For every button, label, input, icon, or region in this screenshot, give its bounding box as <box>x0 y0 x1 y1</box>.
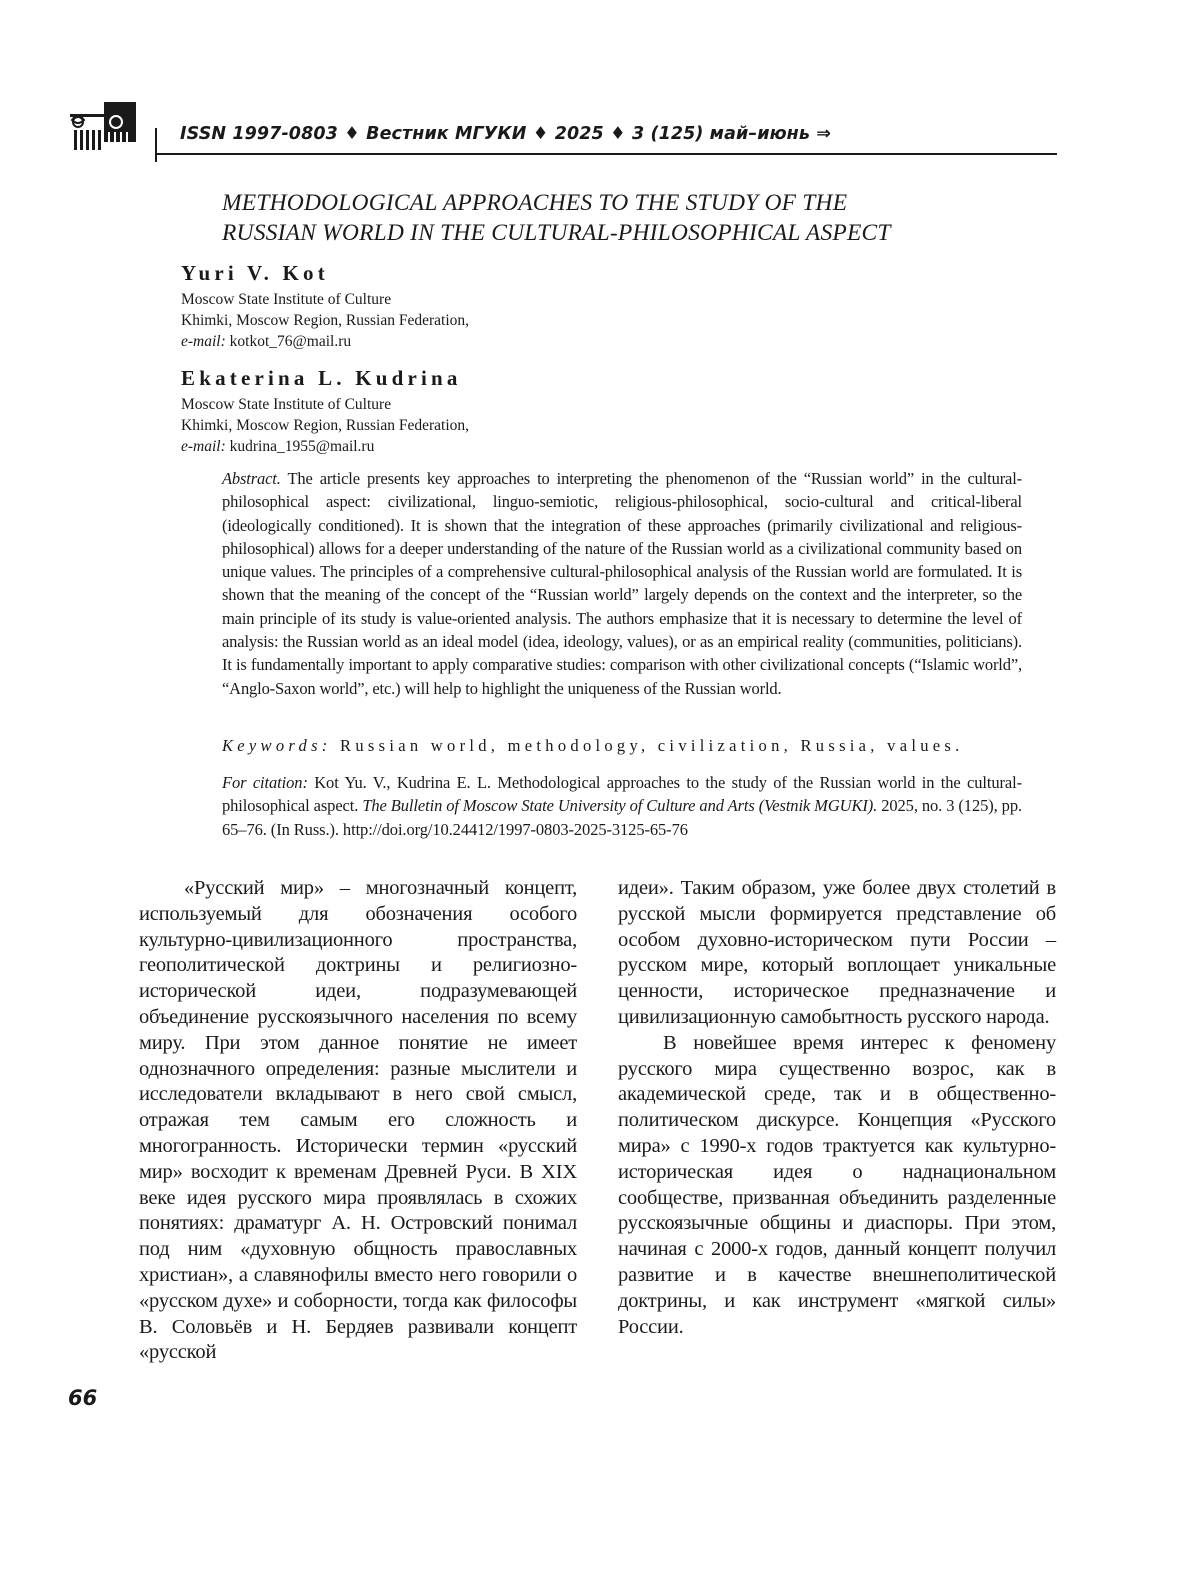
body-paragraph: В новейшее время интерес к феномену русского мира существенно возрос, как в академической среде, так и в общественно-политическом дискурсе. Концепция «Русского мира» с 1990-х годов трактуется как культурно-историческая идея о наднациональном сообществе, призванная объединить разделенные русскоязычные общины и диаспоры. При этом, начиная с 2000-х годов, данный концепт получил развитие и в качестве внешнеполитической доктрины, и как инструмент «мягкой силы» России. <box>618 1031 1056 1338</box>
abstract-label: Abstract. <box>222 469 281 488</box>
keywords-text: Russian world, methodology, civilization, Russia, values. <box>340 736 964 755</box>
author-email: kudrina_1955@mail.ru <box>229 438 375 455</box>
running-header <box>180 124 831 144</box>
author-email: kotkot_76@mail.ru <box>229 333 352 350</box>
body-column-right <box>618 876 1056 1340</box>
author-email-line <box>181 436 781 457</box>
author-email-line <box>181 331 781 352</box>
header-separator: ♦ <box>344 124 360 144</box>
journal-logo-icon <box>68 100 138 152</box>
email-label: e-mail: <box>181 438 226 455</box>
header-journal: Вестник МГУКИ <box>366 124 527 144</box>
header-year: 2025 <box>554 124 604 144</box>
citation-journal: The Bulletin of Moscow State University of Culture and Arts (Vestnik MGUKI). <box>362 796 878 816</box>
header-horizontal-rule <box>155 153 1057 155</box>
header-separator: ♦ <box>532 124 549 144</box>
header-issue: 3 (125) май–июнь <box>632 124 811 144</box>
header-separator: ♦ <box>610 124 626 144</box>
author-location: Khimki, Moscow Region, Russian Federation, <box>181 417 470 434</box>
header-issn: ISSN 1997-0803 <box>180 124 338 144</box>
header-vertical-rule <box>155 128 157 162</box>
abstract-text: The article presents key approaches to interpreting the phenomenon of the “Russian world” in the cultural-philosophical aspect: civilizational, linguo-semiotic, religious-philosophical, socio-cultural and critical-liberal (ideologically conditioned). It is shown that the integration of these approaches (primarily civilizational and religious-philosophical) allows for a deeper understanding of the nature of the Russian world as a civilizational community based on unique values. The principles of a comprehensive cultural-philosophical analysis of the Russian world are formulated. It is shown that the meaning of the concept of the “Russian world” largely depends on the context and the interpreter, so the main principle of its study is value-oriented analysis. The authors emphasize that it is necessary to determine the level of analysis: the Russian world as an ideal model (idea, ideology, values), or as an empirical reality (communities, politicians). It is fundamentally important to apply comparative studies: comparison with other civilizational concepts (“Islamic world”, “Anglo-Saxon world”, etc.) will help to highlight the uniqueness of the Russian world. <box>222 469 1022 698</box>
citation-label: For citation: <box>222 773 308 792</box>
header-arrow-icon: ⇒ <box>816 124 832 144</box>
author-block <box>181 260 781 352</box>
body-paragraph: «Русский мир» – многозначный концепт, используемый для обозначения особого культурно-цивилизационного пространства, геополитической доктрины и религиозно-исторической идеи, подразумевающей объединение русскоязычного населения по всему миру. При этом данное понятие не имеет однозначного определения: разные мыслители и исследователи вкладывают в него свой смысл, отражая тем самым его сложность и многогранность. Исторически термин «русский мир» восходит к временам Древней Руси. В XIX веке идея русского мира проявлялась в схожих понятиях: драматург А. Н. Островский понимал под ним «духовную общность православных христиан», а славянофилы вместо него говорили о «русском духе» и соборности, тогда как философы В. Соловьёв и Н. Бердяев развивали концепт «русской <box>139 877 577 1364</box>
body-column-left <box>139 876 577 1366</box>
email-label: e-mail: <box>181 333 226 350</box>
article-title-line: RUSSIAN WORLD IN THE CULTURAL-PHILOSOPHICAL ASPECT <box>222 220 891 246</box>
author-affiliation: Moscow State Institute of Culture <box>181 291 392 308</box>
page-number: 66 <box>68 1386 98 1410</box>
citation-text: Kot Yu. V., Kudrina E. L. Methodological approaches to the study of the Russian world in the cultural-philosophical aspect. <box>222 773 1022 816</box>
abstract <box>222 467 1022 700</box>
author-name: Ekaterina L. Kudrina <box>181 366 462 390</box>
article-title-line: METHODOLOGICAL APPROACHES TO THE STUDY OF THE <box>222 190 848 216</box>
author-affiliation: Moscow State Institute of Culture <box>181 396 392 413</box>
author-name: Yuri V. Kot <box>181 261 329 285</box>
author-location: Khimki, Moscow Region, Russian Federation, <box>181 312 470 329</box>
author-block <box>181 365 781 457</box>
citation-details: 2025, no. 3 (125), pp. 65–76. (In Russ.). http://doi.org/10.24412/1997-0803-2025-3125-65-76 <box>222 796 1023 839</box>
citation <box>222 771 1022 841</box>
keywords <box>222 736 1022 756</box>
article-title <box>222 188 891 248</box>
keywords-label: Keywords: <box>222 736 332 755</box>
body-paragraph: идеи». Таким образом, уже более двух столетий в русской мысли формируется представление об особом духовно-историческом пути России – русском мире, который воплощает уникальные ценности, историческое предназначение и цивилизационную самобытность русского народа. <box>618 877 1056 1028</box>
